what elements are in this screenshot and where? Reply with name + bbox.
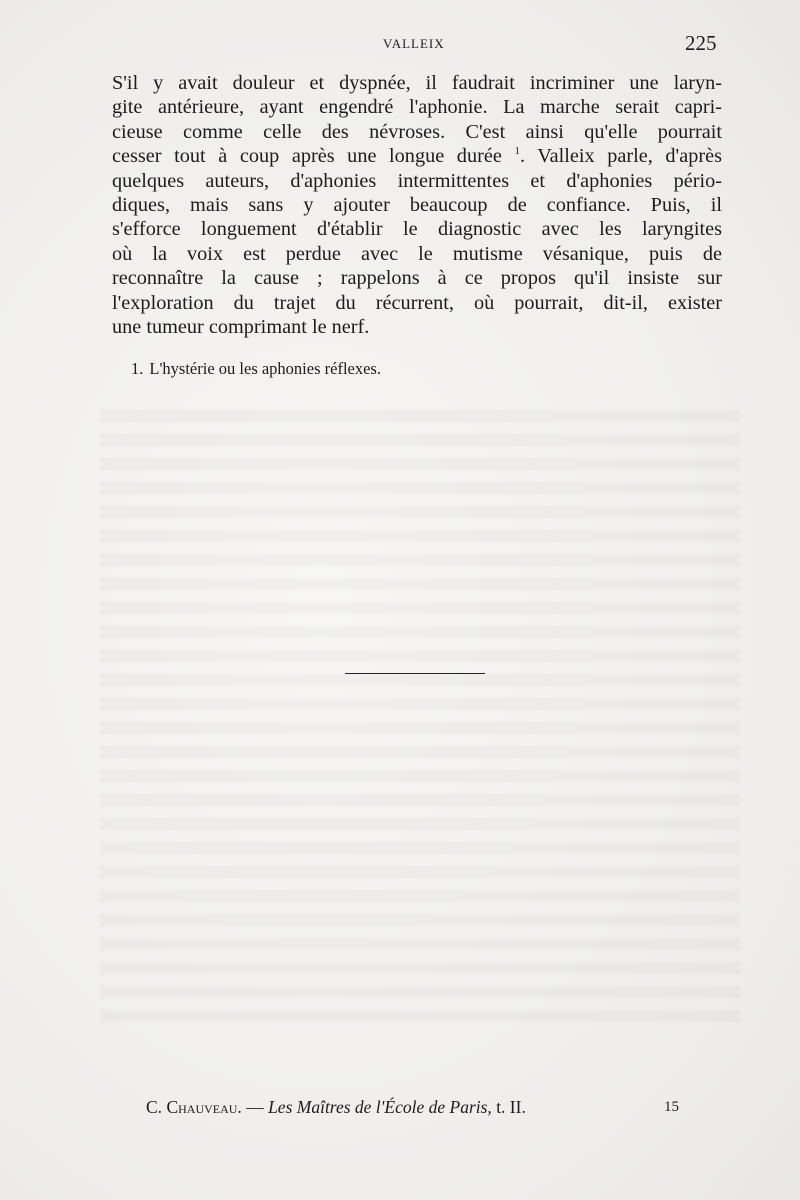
sheet-number: 15 <box>664 1099 679 1115</box>
text-line <box>112 144 722 168</box>
text-line: où la voix est perdue avec le mutisme vésanique, puis de <box>112 242 722 265</box>
text-line: une tumeur comprimant le nerf. <box>112 316 370 339</box>
author-name: Chauveau. <box>166 1097 242 1117</box>
page-number: 225 <box>685 31 717 55</box>
text-line: quelques auteurs, d'aphonies intermittentes et d'aphonies pério- <box>112 169 722 192</box>
signature-dash: — <box>246 1097 264 1117</box>
footnote-reference[interactable]: 1 <box>514 145 520 158</box>
volume-number: t. II. <box>496 1097 526 1117</box>
text-line-part: cesser tout à coup après une longue durée <box>112 145 502 168</box>
text-line: cieuse comme celle des névroses. C'est ainsi qu'elle pourrait <box>112 120 722 143</box>
section-rule <box>345 673 485 674</box>
text-line: diques, mais sans y ajouter beaucoup de confiance. Puis, il <box>112 194 722 217</box>
footnote-text: L'hystérie ou les aphonies réflexes. <box>149 359 381 378</box>
author-initial: C. <box>146 1097 163 1117</box>
body-paragraph <box>112 71 722 339</box>
show-through-text <box>100 410 740 1030</box>
text-line: reconnaître la cause ; rappelons à ce propos qu'il insiste sur <box>112 267 722 290</box>
text-line: gite antérieure, ayant engendré l'aphonie. La marche serait capri- <box>112 96 722 119</box>
footnote-marker: 1. <box>131 359 144 378</box>
running-head: VALLEIX <box>383 36 445 51</box>
text-line: s'efforce longuement d'établir le diagnostic avec les laryngites <box>112 218 722 241</box>
text-line: S'il y avait douleur et dyspnée, il faudrait incriminer une laryn- <box>112 72 722 94</box>
work-title: Les Maîtres de l'École de Paris, <box>268 1097 492 1117</box>
signature-line <box>146 1097 526 1118</box>
text-line-part: . Valleix parle, d'après <box>519 145 722 168</box>
footnote <box>131 359 381 379</box>
text-line: l'exploration du trajet du récurrent, où pourrait, dit-il, exister <box>112 291 722 314</box>
